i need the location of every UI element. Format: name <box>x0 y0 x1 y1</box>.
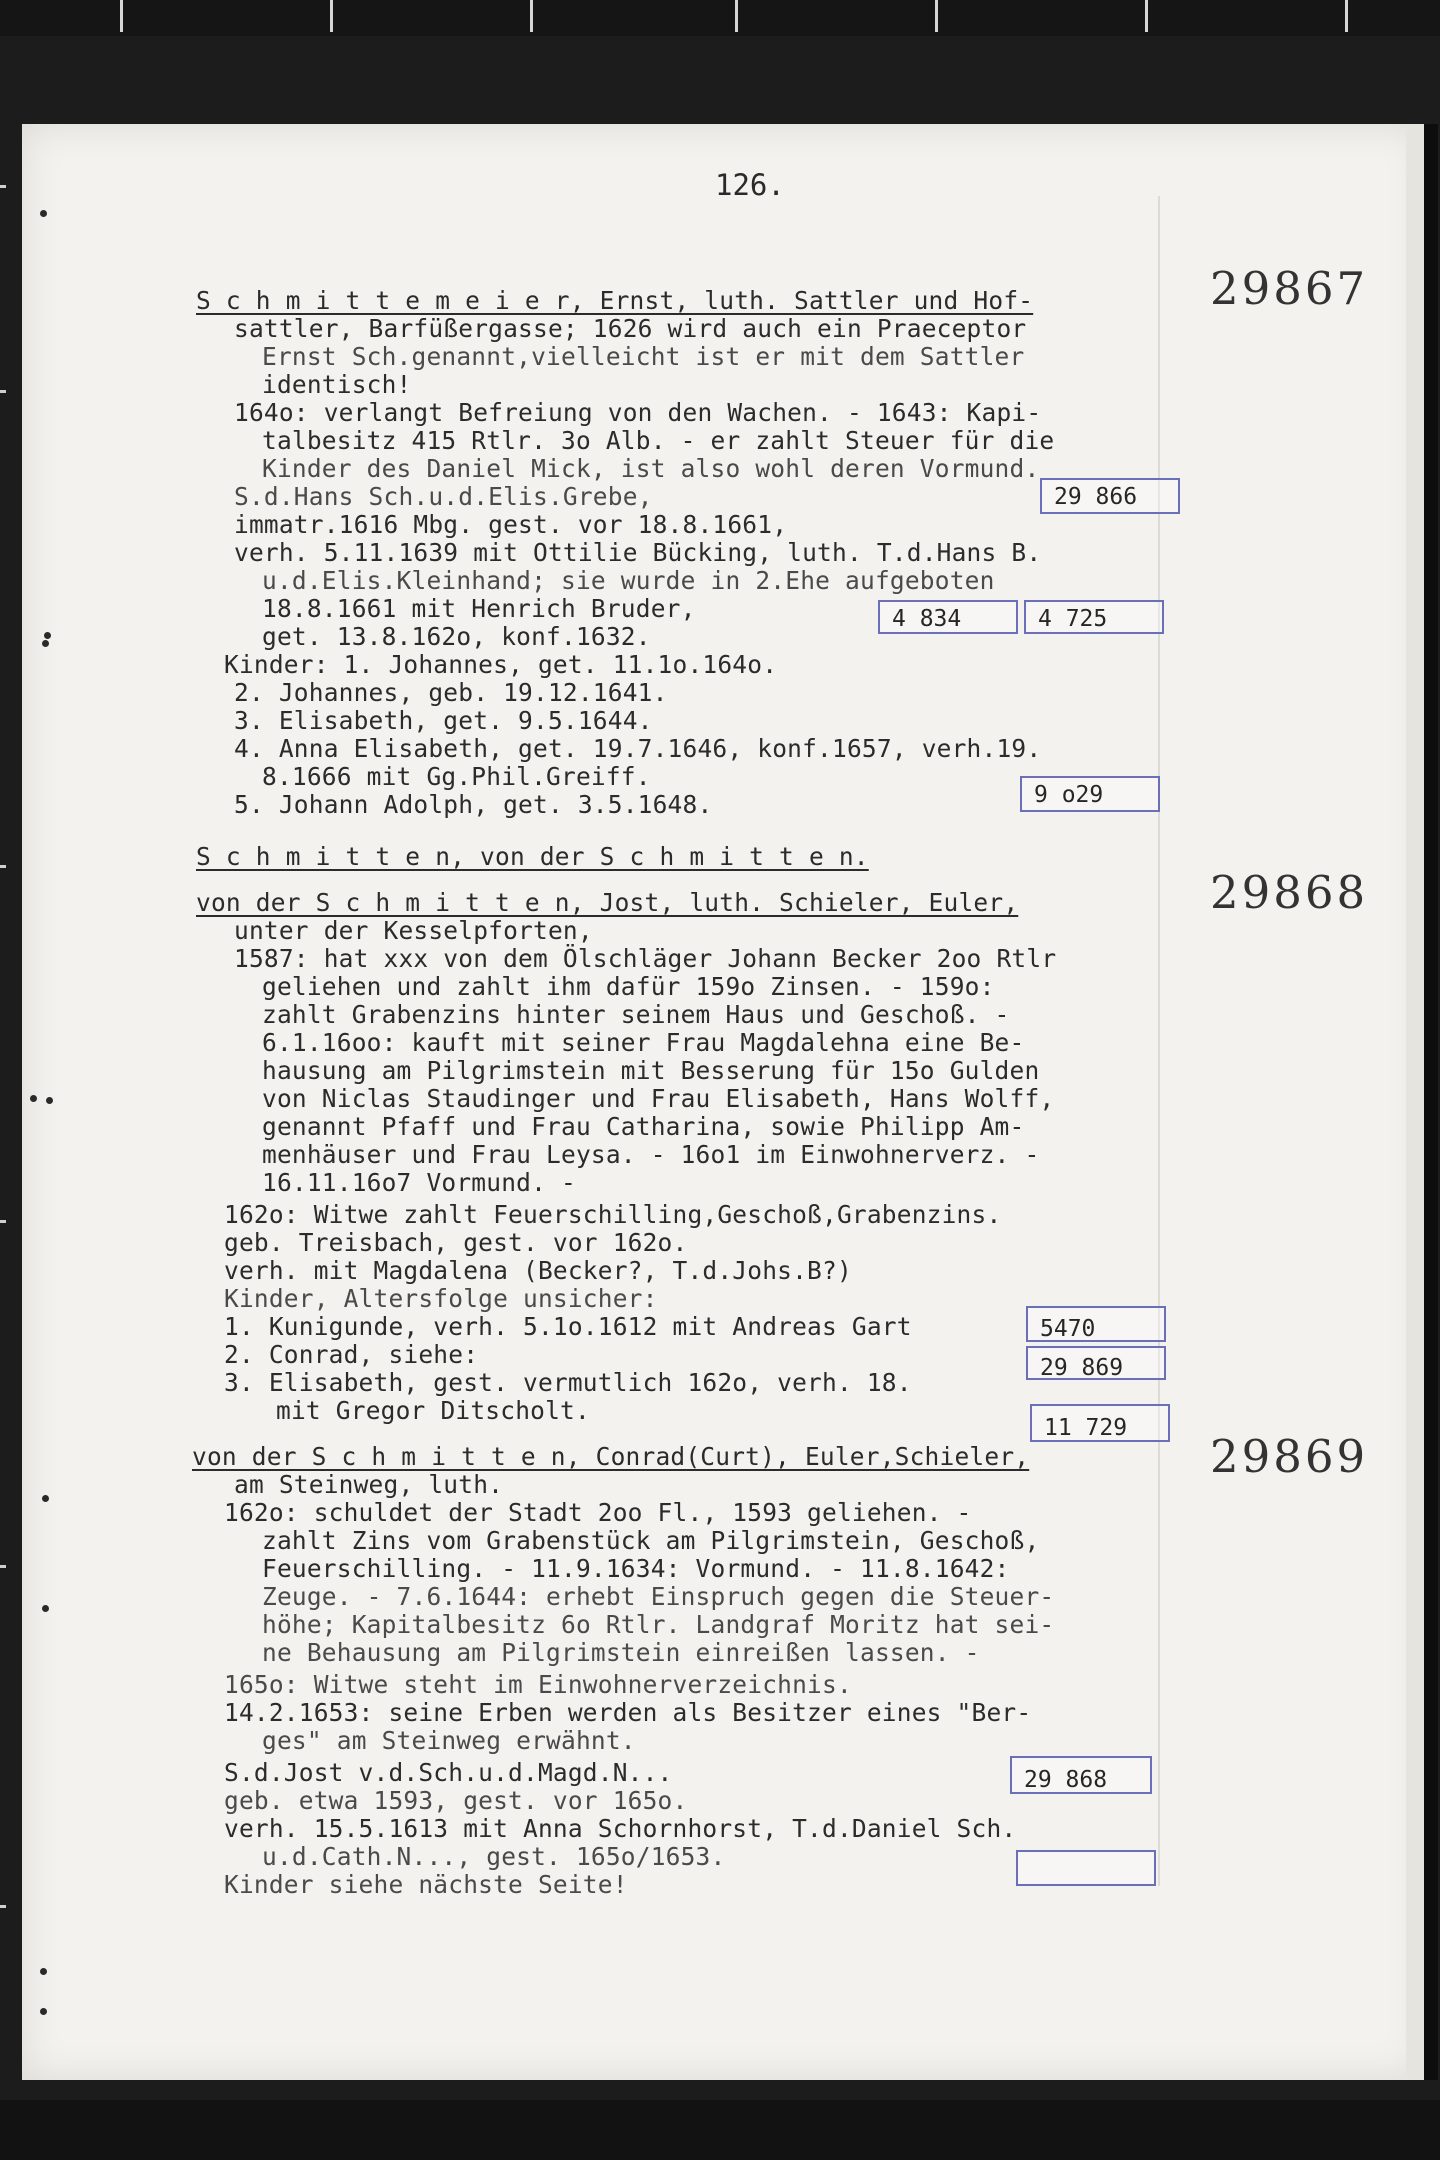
text-line: hausung am Pilgrimstein mit Besserung für 15o Gulden <box>262 1056 1040 1085</box>
text-line: 3. Elisabeth, get. 9.5.1644. <box>234 706 653 735</box>
text-line: 8.1666 mit Gg.Phil.Greiff. <box>262 762 651 791</box>
text-line: Feuerschilling. - 11.9.1634: Vormund. - 11.8.1642: <box>262 1554 1010 1583</box>
entry-heading: von der S c h m i t t e n, Jost, luth. Schieler, Euler, <box>196 888 1019 917</box>
text-line: u.d.Cath.N..., gest. 165o/1653. <box>262 1842 726 1871</box>
ref-box: 5470 <box>1026 1306 1166 1342</box>
speck <box>40 1968 47 1975</box>
scan-mark <box>0 1905 6 1908</box>
text-line: 2. Johannes, geb. 19.12.1641. <box>234 678 668 707</box>
text-line: 165o: Witwe steht im Einwohnerverzeichnis. <box>224 1670 852 1699</box>
ref-box: 4 725 <box>1024 600 1164 634</box>
speck <box>42 1605 49 1612</box>
text-line: verh. 15.5.1613 mit Anna Schornhorst, T.d.Daniel Sch. <box>224 1814 1017 1843</box>
text-line: verh. mit Magdalena (Becker?, T.d.Johs.B?) <box>224 1256 852 1285</box>
text-line: höhe; Kapitalbesitz 6o Rtlr. Landgraf Moritz hat sei- <box>262 1610 1055 1639</box>
text-line: geb. etwa 1593, gest. vor 165o. <box>224 1786 688 1815</box>
text-line: von Niclas Staudinger und Frau Elisabeth, Hans Wolff, <box>262 1084 1055 1113</box>
text-line: S.d.Jost v.d.Sch.u.d.Magd.N... <box>224 1758 673 1787</box>
text-line: 1587: hat xxx von dem Ölschläger Johann Becker 2oo Rtlr <box>234 944 1057 973</box>
text-line: Kinder siehe nächste Seite! <box>224 1870 628 1899</box>
entry-number-29868: 29868 <box>1210 866 1369 919</box>
text-line: u.d.Elis.Kleinhand; sie wurde in 2.Ehe aufgeboten <box>262 566 995 595</box>
entry-number-29867: 29867 <box>1210 262 1369 315</box>
speck <box>46 1097 53 1104</box>
ref-box: 9 o29 <box>1020 776 1160 812</box>
speck <box>30 1095 37 1102</box>
speck <box>44 632 51 639</box>
text-line: unter der Kesselpforten, <box>234 916 593 945</box>
film-strip-top <box>0 0 1440 36</box>
ref-box: 29 866 <box>1040 478 1180 514</box>
text-line: get. 13.8.162o, konf.1632. <box>262 622 651 651</box>
section-heading: S c h m i t t e n, von der S c h m i t t e n. <box>196 842 869 871</box>
entry-heading: S c h m i t t e m e i e r, Ernst, luth. Sattler und Hof- <box>196 286 1034 315</box>
speck <box>40 210 47 217</box>
text-line: 4. Anna Elisabeth, get. 19.7.1646, konf.1657, verh.19. <box>234 734 1042 763</box>
text-line: 16.11.16o7 Vormund. - <box>262 1168 576 1197</box>
text-line: geb. Treisbach, gest. vor 162o. <box>224 1228 688 1257</box>
text-line: verh. 5.11.1639 mit Ottilie Bücking, luth. T.d.Hans B. <box>234 538 1042 567</box>
text-line: 14.2.1653: seine Erben werden als Besitzer eines "Ber- <box>224 1698 1032 1727</box>
scan-mark <box>0 865 6 868</box>
text-line: 164o: verlangt Befreiung von den Wachen. - 1643: Kapi- <box>234 398 1042 427</box>
text-line: 18.8.1661 mit Henrich Bruder, <box>262 594 696 623</box>
text-line: 5. Johann Adolph, get. 3.5.1648. <box>234 790 713 819</box>
margin-rule <box>1158 196 1160 1886</box>
text-line: geliehen und zahlt ihm dafür 159o Zinsen. - 159o: <box>262 972 995 1001</box>
ref-box <box>1016 1850 1156 1886</box>
text-line: 6.1.16oo: kauft mit seiner Frau Magdalehna eine Be- <box>262 1028 1025 1057</box>
entry-heading: von der S c h m i t t e n, Conrad(Curt), Euler,Schieler, <box>192 1442 1030 1471</box>
scan-mark <box>0 1565 6 1568</box>
ref-box: 11 729 <box>1030 1404 1170 1442</box>
text-line: 1. Kunigunde, verh. 5.1o.1612 mit Andreas Gart <box>224 1312 912 1341</box>
text-line: identisch! <box>262 370 412 399</box>
text-line: 162o: Witwe zahlt Feuerschilling,Geschoß,Grabenzins. <box>224 1200 1002 1229</box>
text-line: Kinder: 1. Johannes, get. 11.1o.164o. <box>224 650 778 679</box>
ref-box: 4 834 <box>878 600 1018 634</box>
text-line: zahlt Grabenzins hinter seinem Haus und Geschoß. - <box>262 1000 1010 1029</box>
card-edge <box>1406 124 1426 2080</box>
card-shadow <box>1424 124 1438 2080</box>
ref-box: 29 869 <box>1026 1346 1166 1380</box>
text-line: Kinder, Altersfolge unsicher: <box>224 1284 658 1313</box>
text-line: menhäuser und Frau Leysa. - 16o1 im Einwohnerverz. - <box>262 1140 1040 1169</box>
scan-mark <box>0 185 6 188</box>
speck <box>42 640 49 647</box>
text-line: sattler, Barfüßergasse; 1626 wird auch ein Praeceptor <box>234 314 1027 343</box>
text-line: am Steinweg, luth. <box>234 1470 504 1499</box>
entry-number-29869: 29869 <box>1210 1430 1369 1483</box>
text-line: S.d.Hans Sch.u.d.Elis.Grebe, <box>234 482 653 511</box>
text-line: mit Gregor Ditscholt. <box>276 1396 590 1425</box>
scan-mark <box>0 1220 6 1223</box>
text-line: zahlt Zins vom Grabenstück am Pilgrimstein, Geschoß, <box>262 1526 1040 1555</box>
text-line: Ernst Sch.genannt,vielleicht ist er mit dem Sattler <box>262 342 1025 371</box>
ref-box: 29 868 <box>1010 1756 1152 1794</box>
speck <box>42 1495 49 1502</box>
scan-mark <box>0 390 6 393</box>
page-number: 126. <box>715 168 785 202</box>
film-strip-bottom <box>0 2100 1440 2160</box>
text-line: 2. Conrad, siehe: <box>224 1340 479 1369</box>
text-line: immatr.1616 Mbg. gest. vor 18.8.1661, <box>234 510 788 539</box>
text-line: talbesitz 415 Rtlr. 3o Alb. - er zahlt Steuer für die <box>262 426 1055 455</box>
text-line: 162o: schuldet der Stadt 2oo Fl., 1593 geliehen. - <box>224 1498 972 1527</box>
text-line: ges" am Steinweg erwähnt. <box>262 1726 636 1755</box>
speck <box>40 2008 47 2015</box>
text-line: genannt Pfaff und Frau Catharina, sowie Philipp Am- <box>262 1112 1025 1141</box>
text-line: Zeuge. - 7.6.1644: erhebt Einspruch gegen die Steuer- <box>262 1582 1055 1611</box>
text-line: Kinder des Daniel Mick, ist also wohl deren Vormund. <box>262 454 1040 483</box>
text-line: 3. Elisabeth, gest. vermutlich 162o, verh. 18. <box>224 1368 912 1397</box>
text-line: ne Behausung am Pilgrimstein einreißen lassen. - <box>262 1638 980 1667</box>
